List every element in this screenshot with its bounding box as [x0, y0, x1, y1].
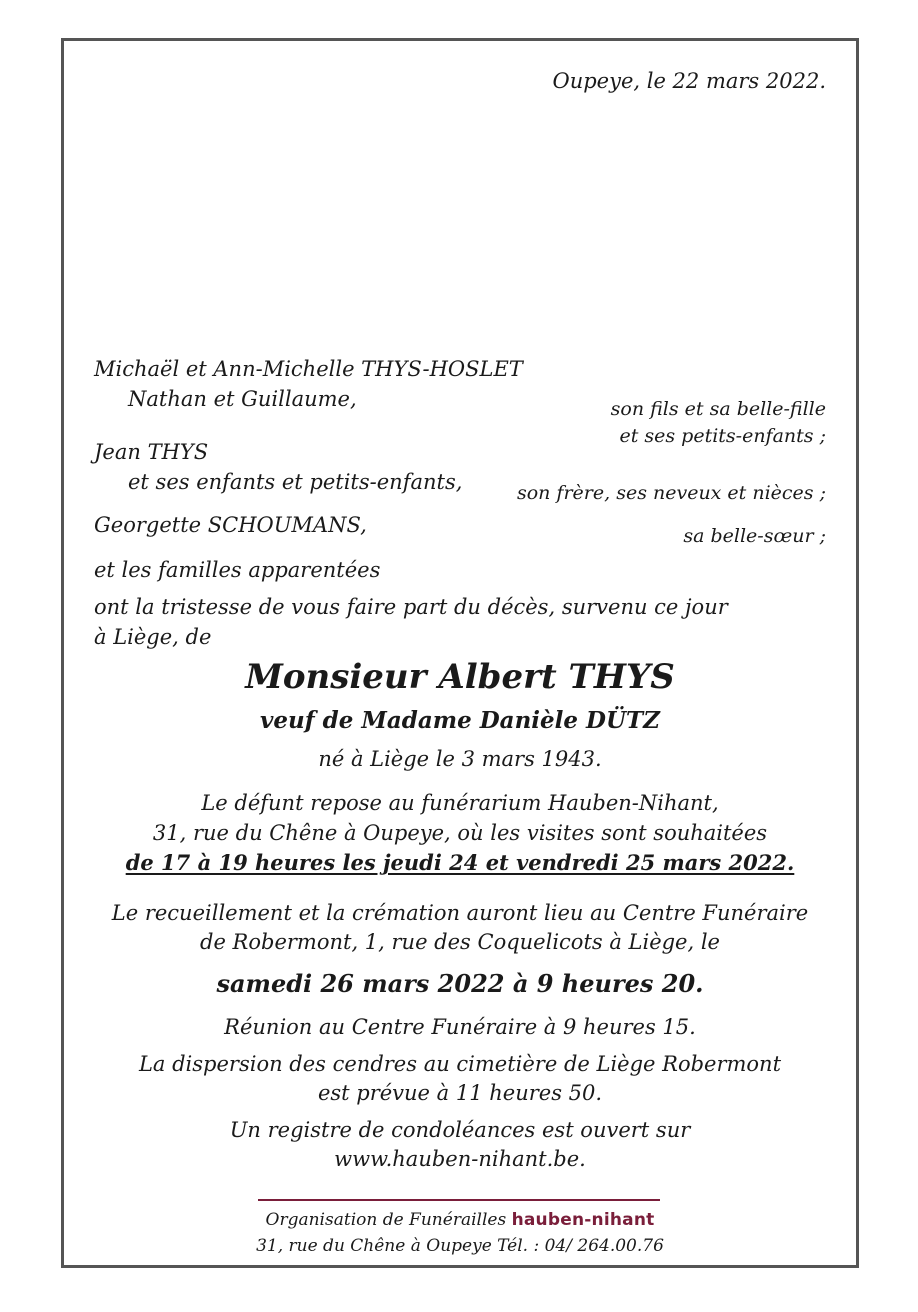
ceremony-line-1: Le recueillement et la crémation auront lieu au Centre Funéraire: [111, 901, 809, 925]
ceremony-date: samedi 26 mars 2022 à 9 heures 20.: [216, 969, 704, 998]
deceased-widower: veuf de Madame Danièle DÜTZ: [260, 707, 660, 734]
family-brother-descendants: et ses enfants et petits-enfants,: [128, 470, 463, 494]
brand-logo: hauben-nihant: [511, 1210, 655, 1230]
footer-address: 31, rue du Chêne à Oupeye Tél. : 04/ 264.00.76: [256, 1236, 664, 1256]
family-brother: Jean THYS: [94, 440, 209, 464]
dispersion-line-2: est prévue à 11 heures 50.: [317, 1081, 603, 1105]
meeting-time: Réunion au Centre Funéraire à 9 heures 15.: [224, 1015, 696, 1039]
family-grandchildren: Nathan et Guillaume,: [128, 387, 357, 411]
deceased-name: Monsieur Albert THYS: [245, 657, 675, 697]
relation-sister-in-law: sa belle-sœur ;: [683, 525, 826, 547]
visits-line-2: 31, rue du Chêne à Oupeye, où les visites sont souhaitées: [152, 821, 768, 845]
relation-grandchildren: et ses petits-enfants ;: [619, 425, 826, 447]
announcement-line-2: à Liège, de: [94, 625, 212, 649]
visits-schedule: de 17 à 19 heures les jeudi 24 et vendredi 25 mars 2022.: [125, 850, 795, 875]
family-sister-in-law: Georgette SCHOUMANS,: [94, 513, 367, 537]
deceased-born: né à Liège le 3 mars 1943.: [318, 747, 602, 771]
footer-org-label: Organisation de Funérailles: [265, 1210, 507, 1230]
place-date: Oupeye, le 22 mars 2022.: [552, 69, 826, 93]
family-relatives: et les familles apparentées: [94, 558, 381, 582]
ceremony-line-2: de Robermont, 1, rue des Coquelicots à Liège, le: [200, 930, 720, 954]
footer-divider: [258, 1199, 660, 1201]
relation-son: son fils et sa belle-fille: [610, 398, 826, 420]
family-son: Michaël et Ann-Michelle THYS-HOSLET: [94, 357, 523, 381]
registry-url: www.hauben-nihant.be.: [334, 1147, 586, 1171]
registry-line-1: Un registre de condoléances est ouvert sur: [229, 1118, 691, 1142]
footer-organisation: [61, 1206, 859, 1234]
relation-brother: son frère, ses neveux et nièces ;: [516, 482, 826, 504]
announcement-line-1: ont la tristesse de vous faire part du décès, survenu ce jour: [94, 595, 728, 619]
dispersion-line-1: La dispersion des cendres au cimetière de Liège Robermont: [138, 1052, 782, 1076]
visits-line-1: Le défunt repose au funérarium Hauben-Nihant,: [201, 791, 719, 815]
